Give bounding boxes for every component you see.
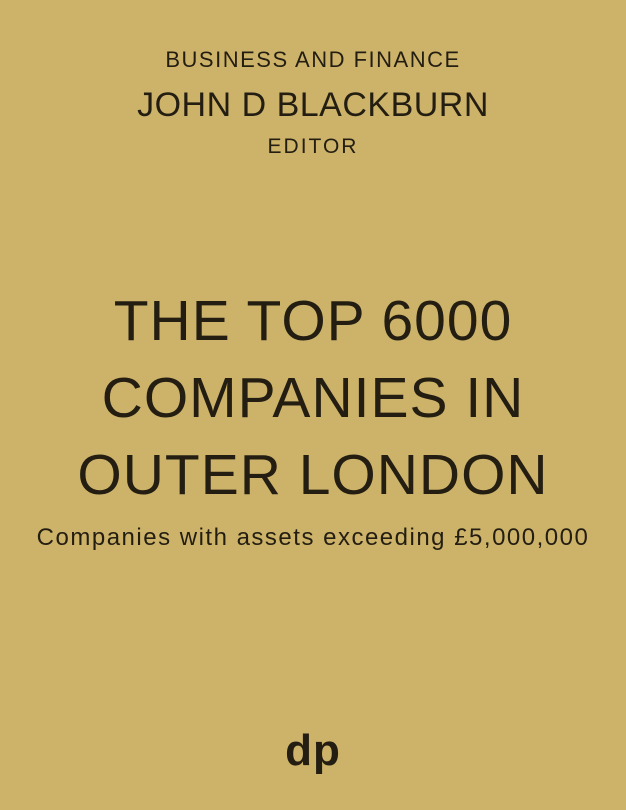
book-title <box>0 283 626 514</box>
editor-label: EDITOR <box>267 135 359 158</box>
publisher-logo: dp <box>285 726 341 775</box>
title-line-3: OUTER LONDON <box>77 443 549 507</box>
title-line-1: THE TOP 6000 <box>113 289 513 353</box>
author-name: JOHN D BLACKBURN <box>137 86 489 124</box>
title-line-2: COMPANIES IN <box>101 366 525 430</box>
subtitle: Companies with assets exceeding £5,000,000 <box>36 524 590 551</box>
category-label: BUSINESS AND FINANCE <box>165 47 461 72</box>
